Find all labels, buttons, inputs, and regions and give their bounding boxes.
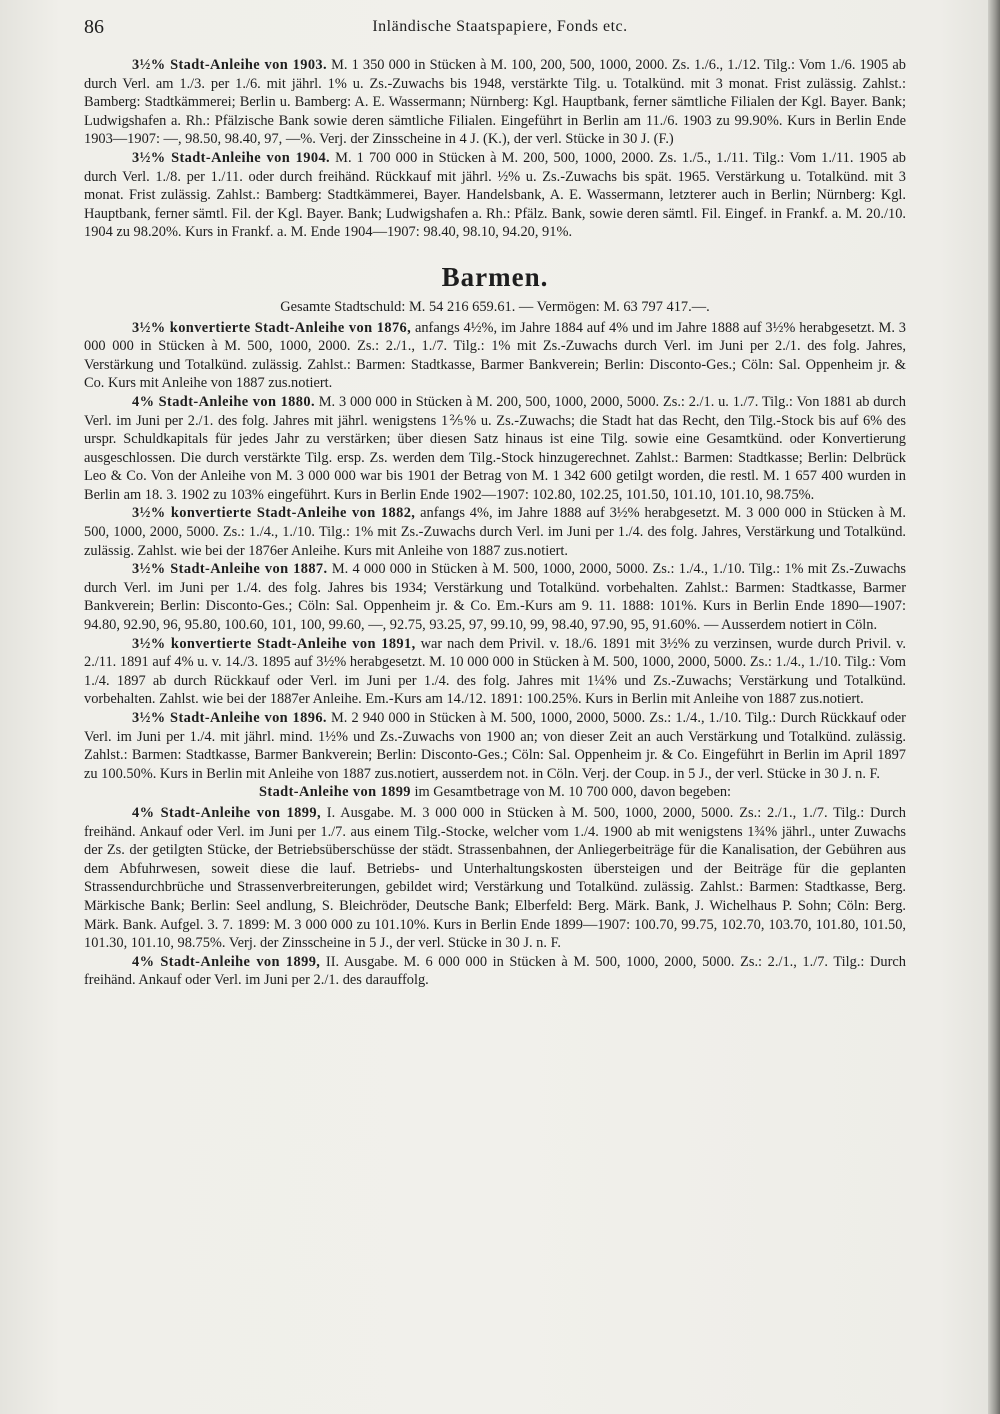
city-heading: Barmen. [441, 261, 549, 292]
page-number: 86 [84, 16, 104, 38]
entry-1904 [84, 149, 906, 242]
entry-title: 3½% Stadt-Anleihe von 1896. [132, 710, 327, 726]
entry-text: M. 4 000 000 in Stücken à M. 500, 1000, 2000, 5000. Zs.: 1./4., 1./10. Tilg.: 1% mit Zs.-Zuwachs durch Verl. im Juni per 1./4. des folg. Jahres bis 1934; Verstärkung und Totalkünd. vorbehalten. Zahlst.: Barmen: Stadtkasse, Barmer Bankverein; Berlin: Disconto-Ges.; Cöln: Sal. Oppenheim jr. & Co. Em.-Kurs am 9. 11. 1888: 101%. Kurs in Berlin Ende 1890—1907: 94.80, 92.90, 96, 95.80, 100.60, 101, 100, 99.60, —, 92.75, 93.25, 97, 99.10, 99, 98.40, 97.90, 95, 91.60%. — Ausserdem notiert in Cöln. [84, 561, 906, 634]
entry-text: anfangs 4½%, im Jahre 1884 auf 4% und im Jahre 1888 auf 3½% herabgesetzt. M. 3 000 000 in Stücken à M. 500, 1000, 2000. Zs.: 2./1., 1./7. Tilg.: 1% mit Zs.-Zuwachs durch Verl. im Juni per 2./1. des folg. Jahres, Verstärkung und Totalkünd. zulässig. Zahlst.: Barmen: Stadtkasse, Barmer Bankverein; Berlin: Disconto-Ges.; Cöln: Sal. Oppenheim jr. & Co. Kurs mit Anleihe von 1887 zus.notiert. [84, 319, 906, 392]
loan-1899-heading [84, 783, 906, 802]
entry-text: I. Ausgabe. M. 3 000 000 in Stücken à M. 500, 1000, 2000, 5000. Zs.: 2./1., 1./7. Tilg.: Durch freihänd. Ankauf oder Verl. im Juni per 1./7. aus einem Tilg.-Stocke, welcher vom 1./4. 1900 ab mit wenigstens 1¾% jährl., unter Zuwachs der Zs. der getilgten Stücke, der Betriebsüberschüsse der städt. Strassenbahnen, der Anliegerbeiträge für die Kanalisation, der Gebühren aus dem Abfuhrwesen, soweit diese die lauf. Betriebs- und Unterhaltungskosten übersteigen und der Beiträge für die geplanten Strassendurchbrüche und Strassenverbreiterungen, gebildet wird; Verstärkung und Totalkünd. zulässig. Zahlst.: Barmen: Stadtkasse, Berg. Märkische Bank; Berlin: Seel andlung, S. Bleichröder, Deutsche Bank; Elberfeld: Berg. Märk. Bank, J. Wichelhaus P. Sohn; Cöln: Berg. Märk. Bank. Aufgel. 3. 7. 1899: M. 3 000 000 zu 101.10%. Kurs in Berlin Ende 1899—1907: 100.70, 99.75, 102.70, 103.70, 101.80, 101.50, 101.30, 101.10, 98.75%. Verj. der Zinsscheine in 5 J., der verl. Stücke in 30 J. n. F. [84, 804, 906, 952]
city-debt-summary: Gesamte Stadtschuld: M. 54 216 659.61. — Vermögen: M. 63 797 417.—. [280, 298, 710, 315]
entry-title: 3½% Stadt-Anleihe von 1903. [132, 57, 328, 73]
entry-title: 3½% Stadt-Anleihe von 1904. [132, 149, 331, 166]
entry-text: anfangs 4%, im Jahre 1888 auf 3½% herabgesetzt. M. 3 000 000 in Stücken à M. 500, 1000, 2000, 5000. Zs.: 1./4., 1./10. Tilg.: 1% mit Zs.-Zuwachs durch Verl. im Juni per 1./4. des folg. Jahres, Verstärkung und Totalkünd. zulässig. Zahlst. wie bei der 1876er Anleihe. Kurs mit Anleihe von 1887 zus.notiert. [84, 505, 906, 559]
entry-text: M. 3 000 000 in Stücken à M. 200, 500, 1000, 2000, 5000. Zs.: 2./1. u. 1./7. Tilg.: Von 1881 ab durch Verl. im Juni per 2./1. des folg. Jahres mit jährl. wenigstens 1⅖% u. Zs.-Zuwachs; die Stadt hat das Recht, den Tilg.-Stock bis auf 6% des urspr. Schuldkapitals für jedes Jahr zu verstärken; über diesen Satz hinaus ist eine Tilg. sowie eine Gesamtkünd. oder Konvertierung ausgeschlossen. Die durch verstärkte Tilg. ersp. Zs. werden dem Tilg.-Stock hinzugerechnet. Zahlst.: Barmen: Stadtkasse; Berlin: Delbrück Leo & Co. Von der Anleihe von M. 3 000 000 war bis 1901 der Betrag von M. 1 342 600 getilgt worden, die restl. M. 1 657 400 wurden in Berlin am 18. 3. 1902 zu 103% eingeführt. Kurs in Berlin Ende 1902—1907: 102.80, 102.25, 101.50, 101.10, 101.10, 98.75%. [84, 393, 906, 503]
page-header [84, 16, 916, 40]
heading-title: Stadt-Anleihe von 1899 [258, 784, 411, 801]
entry-title: 4% Stadt-Anleihe von 1899, [132, 804, 321, 821]
entry-title: 4% Stadt-Anleihe von 1880. [132, 393, 315, 410]
entry-1887 [84, 560, 906, 634]
document-body [84, 56, 906, 990]
entry-text: war nach dem Privil. v. 18./6. 1891 mit 3½% zu verzinsen, wurde durch Privil. v. 2./11. 1891 auf 4% u. v. 14./3. 1895 auf 3½% herabgesetzt. M. 10 000 000 in Stücken à M. 500, 1000, 2000, 5000. Zs.: 1./4., 1./10. Tilg.: Vom 1./4. 1897 ab durch Rückkauf oder Verl. im Juni per 1./4. des folg. Jahres mit 1¼% und Zs.-Zuwachs; Verstärkung und Totalkünd. vorbehalten. Zahlst. wie bei der 1887er Anleihe. Em.-Kurs am 14./12. 1891: 100.25%. Kurs in Berlin mit Anleihe von 1887 zus.notiert. [84, 635, 906, 708]
heading-text: im Gesamtbetrage von M. 10 700 000, davon begeben: [414, 784, 732, 801]
entry-1899-issue-2 [84, 953, 906, 990]
page-edge-shadow [988, 0, 1000, 1414]
entry-title: 3½% konvertierte Stadt-Anleihe von 1876, [132, 319, 412, 336]
entry-title: 4% Stadt-Anleihe von 1899, [132, 953, 321, 970]
entry-1882 [84, 504, 906, 560]
entry-text: M. 1 700 000 in Stücken à M. 200, 500, 1000, 2000. Zs. 1./5., 1./11. Tilg.: Vom 1./11. 1905 ab durch Verl. 1./8. per 1./11. oder durch freihänd. Rückkauf mit jährl. ½% u. Zs.-Zuwachs bis spät. 1965. Verstärkung u. Totalkünd. mit 3 monat. Frist zulässig. Zahlst.: Bamberg: Stadtkämmerei, Bayer. Handelsbank, A. E. Wassermann, letzterer auch in Berlin; Nürnberg: Kgl. Hauptbank, ferner sämtl. Fil. der Kgl. Bayer. Bank; Ludwigshafen a. Rh.: Pfälz. Bank, sowie deren sämtl. Fil. Eingef. in Frankf. a. M. 20./10. 1904 zu 98.20%. Kurs in Frankf. a. M. Ende 1904—1907: 98.40, 98.10, 94.20, 91%. [84, 149, 907, 241]
entry-title: 3½% Stadt-Anleihe von 1887. [132, 561, 328, 578]
entry-title: 3½% konvertierte Stadt-Anleihe von 1882, [132, 505, 416, 522]
running-title: Inländische Staatspapiere, Fonds etc. [372, 18, 628, 35]
entry-1891 [84, 635, 906, 709]
entry-text: M. 2 940 000 in Stücken à M. 500, 1000, 2000, 5000. Zs.: 1./4., 1./10. Tilg.: Durch Rückkauf oder Verl. im Juni per 1./4. mit jährl. mind. 1½% und Zs.-Zuwachs von 1900 an; von dieser Zeit an auch Verstärkung und Totalkünd. zulässig. Zahlst.: Barmen: Stadtkasse, Barmer Bankverein; Berlin: Disconto-Ges.; Cöln: Sal. Oppenheim jr. & Co. Eingeführt in Berlin im April 1897 zu 100.50%. Kurs in Berlin mit Anleihe von 1887 zus.notiert, ausserdem not. in Cöln. Verj. der Coup. in 5 J., der verl. Stücke in 30 J. n. F. [84, 710, 906, 782]
entry-1899-issue-1 [84, 804, 906, 953]
entry-1876 [84, 319, 906, 393]
entry-1903 [84, 56, 906, 149]
entry-text: M. 1 350 000 in Stücken à M. 100, 200, 500, 1000, 2000. Zs. 1./6., 1./12. Tilg.: Vom 1./6. 1905 ab durch Verl. am 1./3. per 1./6. mit jährl. 1% u. Zs.-Zuwachs bis 1948, verstärkte Tilg. u. Totalkünd. mit 3 monat. Frist zulässig. Zahlst.: Bamberg: Stadtkämmerei; Berlin u. Bamberg: A. E. Wassermann; Nürnberg: Kgl. Hauptbank, ferner sämtliche Filialen der Kgl. Bayer. Bank; Ludwigshafen a. Rh.: Pfälzische Bank sowie deren sämtliche Filialen. Eingeführt in Berlin am 11./6. 1903 zu 99.90%. Kurs in Berlin Ende 1903—1907: —, 98.50, 98.40, 97, —%. Verj. der Zinsscheine in 4 J. (K.), der verl. Stücke in 30 J. (F.) [84, 57, 906, 148]
entry-text: II. Ausgabe. M. 6 000 000 in Stücken à M. 500, 1000, 2000, 5000. Zs.: 2./1., 1./7. Tilg.: Durch freihänd. Ankauf oder Verl. im Juni per 2./1. des darauffolg. [84, 953, 906, 989]
entry-1880 [84, 393, 906, 505]
entry-1896 [84, 709, 906, 783]
entry-title: 3½% konvertierte Stadt-Anleihe von 1891, [132, 635, 416, 652]
